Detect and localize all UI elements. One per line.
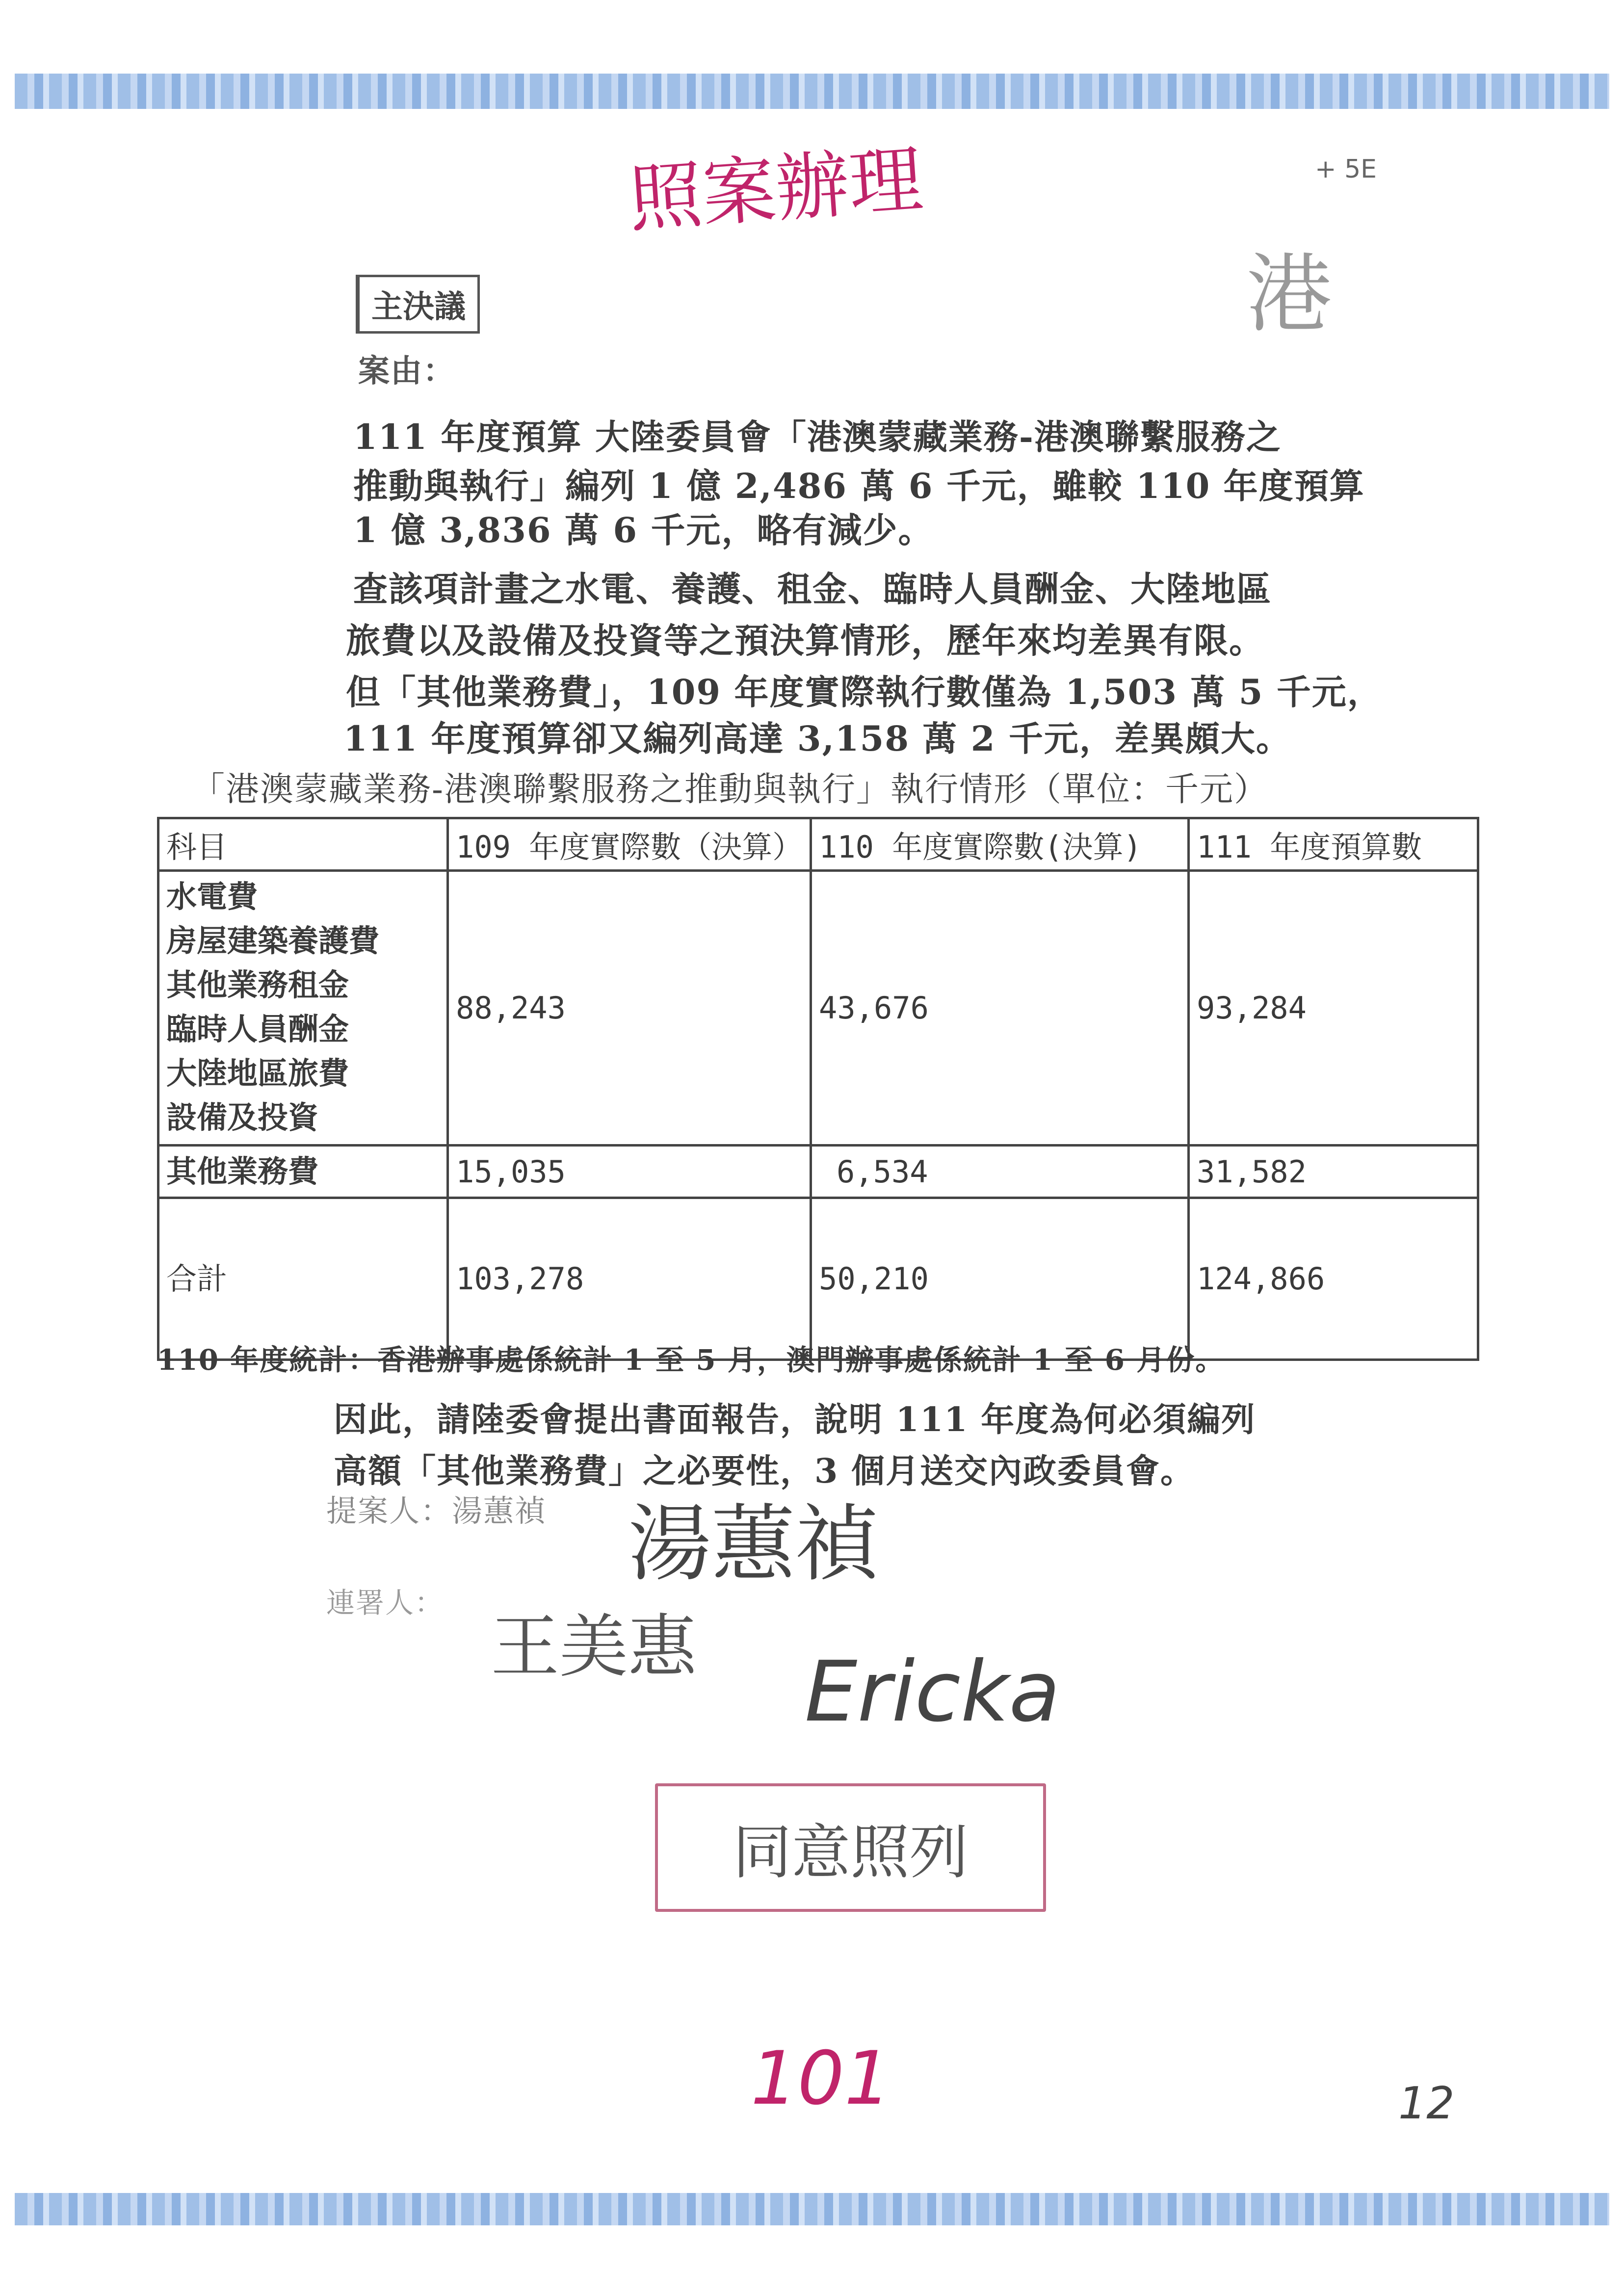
subject-item: 水電費	[166, 879, 258, 914]
table-header-cell: 110 年度實際數(決算)	[811, 818, 1189, 871]
subject-list	[158, 871, 448, 1146]
table-caption: 「港澳蒙藏業務-港澳聯繫服務之推動與執行」執行情形（單位：千元）	[191, 770, 1268, 809]
paragraph-line-7: 111 年度預算卻又編列高達 3,158 萬 2 千元，差異頗大。	[343, 718, 1291, 759]
value-cell: 31,582	[1189, 1146, 1478, 1198]
paragraph-line-6: 但「其他業務費」，109 年度實際執行數僅為 1,503 萬 5 千元，	[346, 672, 1383, 712]
value-cell: 6,534	[811, 1146, 1189, 1198]
paragraph-line-4: 查該項計畫之水電、養護、租金、臨時人員酬金、大陸地區	[353, 569, 1272, 609]
execution-status-table	[157, 817, 1479, 1361]
category-character: 港	[1246, 245, 1332, 344]
table-header-row	[158, 818, 1478, 871]
subject-cell	[158, 1146, 448, 1198]
closing-line-2: 高額「其他業務費」之必要性，3 個月送交內政委員會。	[334, 1452, 1195, 1491]
corner-page-number: 12	[1398, 2078, 1455, 2129]
subject-item: 其他業務費	[166, 1153, 319, 1189]
page-number-handwritten: 101	[751, 2036, 891, 2121]
subject-item: 其他業務租金	[166, 967, 349, 1003]
table-row	[158, 871, 1478, 1146]
table-header-cell: 科目	[158, 818, 448, 871]
corner-mark: + 5E	[1315, 155, 1377, 184]
value-cell: 93,284	[1189, 871, 1478, 1146]
table-row	[158, 1146, 1478, 1198]
subject-item: 設備及投資	[166, 1099, 319, 1135]
subject-item: 臨時人員酬金	[166, 1011, 349, 1047]
bottom-color-band	[15, 2193, 1609, 2225]
approval-stamp: 同意照列	[655, 1783, 1046, 1912]
subject-item: 合計	[166, 1260, 228, 1297]
table-header-cell: 111 年度預算數	[1189, 818, 1478, 871]
paragraph-line-5: 旅費以及設備及投資等之預決算情形，歷年來均差異有限。	[346, 620, 1264, 661]
subject-cell	[158, 1198, 448, 1360]
reason-label: 案由：	[358, 353, 455, 390]
paragraph-line-3: 1 億 3,836 萬 6 千元，略有減少。	[353, 510, 934, 550]
value-cell: 88,243	[448, 871, 811, 1146]
cosigner-signature-1: 王美惠	[491, 1607, 697, 1687]
table-header-cell: 109 年度實際數（決算）	[448, 818, 811, 871]
proposer-signature: 湯蕙禎	[628, 1496, 879, 1593]
value-cell: 124,866	[1189, 1198, 1478, 1360]
cosigner-signature-2: Ericka	[805, 1644, 1060, 1741]
main-resolution-label: 主決議	[356, 275, 480, 334]
value-cell: 50,210	[811, 1198, 1189, 1360]
subject-item: 大陸地區旅費	[166, 1055, 349, 1091]
proposer-label: 提案人：湯蕙禎	[326, 1493, 547, 1529]
value-cell: 15,035	[448, 1146, 811, 1198]
paragraph-line-1: 111 年度預算 大陸委員會「港澳蒙藏業務-港澳聯繫服務之	[353, 417, 1282, 457]
paragraph-line-2: 推動與執行」編列 1 億 2,486 萬 6 千元，雖較 110 年度預算	[353, 466, 1365, 506]
table-row	[158, 1198, 1478, 1360]
table-footnote: 110 年度統計：香港辦事處係統計 1 至 5 月，澳門辦事處係統計 1 至 6 月份。	[157, 1343, 1225, 1377]
value-cell: 43,676	[811, 871, 1189, 1146]
value-cell: 103,278	[448, 1198, 811, 1360]
cosigner-label: 連署人：	[326, 1586, 445, 1619]
subject-item: 房屋建築養護費	[166, 923, 380, 959]
top-color-band	[15, 74, 1609, 109]
handwritten-approval-note: 照案辦理	[626, 137, 926, 243]
closing-line-1: 因此，請陸委會提出書面報告，說明 111 年度為何必須編列	[334, 1400, 1256, 1439]
